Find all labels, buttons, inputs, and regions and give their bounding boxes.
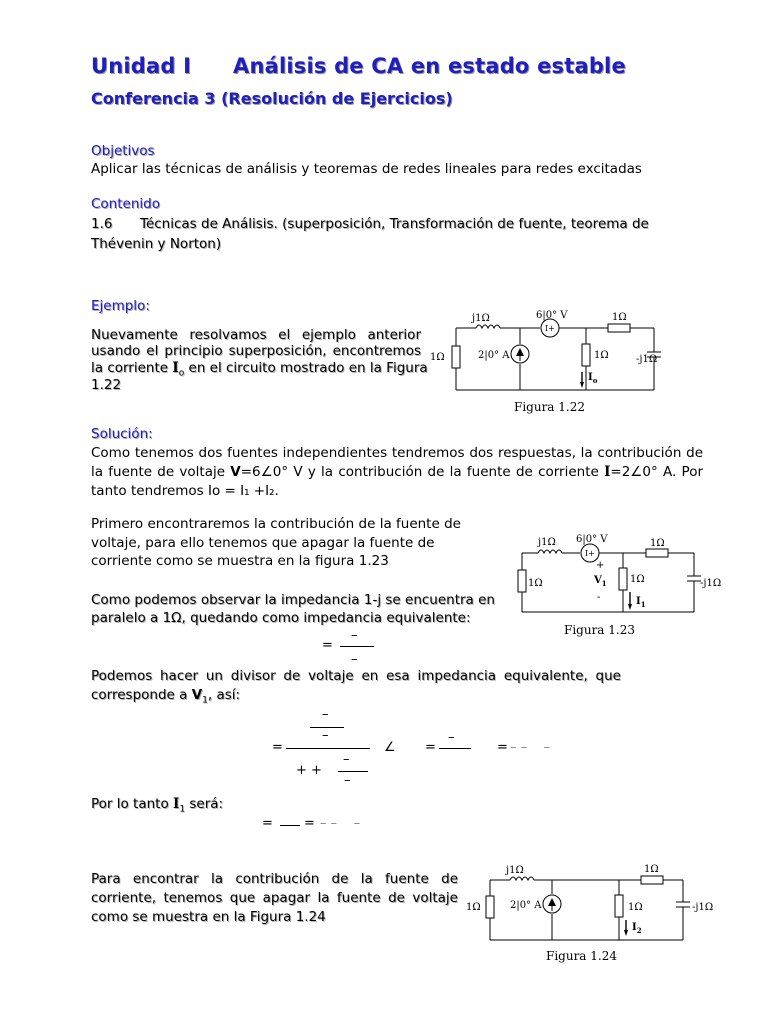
part1-i1-var: I bbox=[173, 796, 180, 812]
part1-v1-var: V bbox=[191, 687, 203, 703]
fig122-cap-label: -j1Ω bbox=[636, 354, 658, 365]
circuit-1-24-diagram bbox=[466, 858, 724, 968]
fig123-rtop-label: 1Ω bbox=[650, 538, 665, 549]
eq1-equals: = bbox=[322, 638, 333, 653]
solution-v-var: V bbox=[230, 464, 241, 480]
fig124-i2-label: $I_2$ bbox=[632, 922, 642, 935]
part1-line4: Como podemos observar la impedancia 1-j se encuentra en bbox=[91, 592, 495, 608]
fig124-rtop-label: 1Ω bbox=[644, 864, 659, 875]
part1-line8-pre: Por lo tanto bbox=[91, 796, 174, 812]
eq3-bar bbox=[280, 825, 300, 826]
eq1-minus-top: – bbox=[351, 628, 358, 643]
fig123-i1-label: $I_1$ bbox=[636, 596, 646, 609]
fig123-l1-label: j1Ω bbox=[538, 537, 556, 548]
part1-line3: corriente como se muestra en la figura 1.23 bbox=[91, 553, 389, 569]
solution-line2-c: =6∠0° V y la contribución de la fuente de corriente bbox=[240, 464, 605, 480]
part1-line8-post: será: bbox=[185, 796, 224, 812]
solution-line2 bbox=[91, 463, 703, 482]
part1-line2: voltaje, para ello tenemos que apagar la fuente de bbox=[91, 535, 435, 551]
eq2-main-bar bbox=[286, 748, 370, 749]
unit-label: Unidad I bbox=[91, 54, 192, 78]
part1-line1: Primero encontraremos la contribución de la fuente de bbox=[91, 516, 461, 532]
solution-heading: Solución: bbox=[91, 426, 153, 442]
part1-line7-post: , así: bbox=[207, 687, 241, 703]
fig122-rmid-label: 1Ω bbox=[594, 350, 609, 361]
circuit-1-22-diagram bbox=[428, 308, 668, 418]
eq3-tail: – – – bbox=[320, 816, 361, 831]
fig122-rleft-label: 1Ω bbox=[430, 352, 445, 363]
eq2-minus-4: – bbox=[343, 752, 350, 767]
example-line2: usando el principio superposición, encontremos bbox=[91, 343, 421, 359]
part2-line2: corriente, tenemos que apagar la fuente de voltaje bbox=[91, 890, 458, 906]
example-io-var: I bbox=[172, 360, 179, 376]
fig122-rtop-label: 1Ω bbox=[612, 312, 627, 323]
eq3-equals-1: = bbox=[262, 816, 273, 831]
content-line1: Técnicas de Análisis. (superposición, Transformación de fuente, teorema de bbox=[140, 216, 649, 232]
content-heading: Contenido bbox=[91, 196, 160, 212]
eq2-minus-2: – bbox=[322, 728, 329, 743]
part1-line6: Podemos hacer un divisor de voltaje en esa impedancia equivalente, que bbox=[91, 668, 621, 684]
eq3-equals-2: = bbox=[304, 816, 315, 831]
fig122-io-label: $I_o$ bbox=[588, 372, 598, 385]
fig122-l1-label: j1Ω bbox=[472, 313, 490, 324]
eq2-tail: – – – bbox=[510, 740, 551, 755]
fig122-isrc-label: 2|0° A bbox=[478, 350, 510, 361]
part1-line5: paralelo a 1Ω, quedando como impedancia equivalente: bbox=[91, 610, 471, 626]
fig123-plus: + bbox=[596, 560, 605, 571]
part1-i1-sub: 1 bbox=[179, 804, 186, 815]
fig124-rmid-label: 1Ω bbox=[628, 902, 643, 913]
figure-1-23 bbox=[508, 528, 733, 640]
fig124-cap-label: -j1Ω bbox=[692, 902, 714, 913]
fig124-isrc-label: 2|0° A bbox=[510, 900, 542, 911]
eq1-fraction-bar bbox=[340, 646, 374, 647]
content-number: 1.6 bbox=[91, 216, 113, 232]
fig123-v1-label: $V_1$ bbox=[594, 575, 607, 588]
solution-line2-e: =2∠0° A. Por bbox=[610, 464, 704, 480]
fig124-caption: Figura 1.24 bbox=[546, 949, 617, 963]
part2-line1: Para encontrar la contribución de la fuente de bbox=[91, 871, 458, 887]
page-subtitle: Conferencia 3 (Resolución de Ejercicios) bbox=[91, 89, 453, 108]
eq2-equals-3: = bbox=[497, 740, 508, 755]
eq2-bar-2 bbox=[439, 748, 471, 749]
solution-line1: Como tenemos dos fuentes independientes tendremos dos respuestas, la contribución de bbox=[91, 445, 703, 461]
example-heading: Ejemplo: bbox=[91, 298, 150, 314]
circuit-1-23-diagram bbox=[508, 528, 733, 640]
fig123-cap-label: -j1Ω bbox=[700, 578, 722, 589]
svg-text:I+: I+ bbox=[585, 549, 595, 558]
figure-1-22 bbox=[428, 308, 668, 418]
eq2-equals-2: = bbox=[425, 740, 436, 755]
eq2-inner-bar-bottom bbox=[338, 771, 368, 772]
example-line3-pre: la corriente bbox=[91, 360, 173, 376]
fig122-vsrc-label: 6|0° V bbox=[536, 310, 568, 321]
part1-line8 bbox=[91, 795, 223, 820]
example-io-sub: o bbox=[178, 368, 185, 379]
eq2-minus-5: – bbox=[344, 773, 351, 788]
fig123-caption: Figura 1.23 bbox=[564, 623, 635, 637]
fig124-l1-label: j1Ω bbox=[506, 865, 524, 876]
part1-line7-pre: corresponde a bbox=[91, 687, 192, 703]
solution-i-var: I bbox=[604, 464, 611, 480]
eq2-angle: ∠ bbox=[384, 740, 396, 755]
objectives-text: Aplicar las técnicas de análisis y teoremas de redes lineales para redes excitadas bbox=[91, 161, 642, 177]
fig124-rleft-label: 1Ω bbox=[466, 902, 481, 913]
page-title: Análisis de CA en estado estable bbox=[233, 54, 626, 78]
fig123-rleft-label: 1Ω bbox=[528, 578, 543, 589]
fig123-minus: - bbox=[597, 592, 601, 603]
eq2-plus: + + bbox=[296, 763, 322, 778]
figure-1-24 bbox=[466, 858, 724, 968]
eq2-minus-3: – bbox=[448, 730, 455, 745]
example-line1: Nuevamente resolvamos el ejemplo anterior bbox=[91, 327, 421, 343]
svg-text:I+: I+ bbox=[545, 324, 555, 333]
objectives-heading: Objetivos bbox=[91, 143, 155, 159]
fig123-vsrc-label: 6|0° V bbox=[576, 534, 608, 545]
fig122-caption: Figura 1.22 bbox=[514, 400, 585, 414]
fig123-rmid-label: 1Ω bbox=[630, 574, 645, 585]
solution-line2-a: la fuente de voltaje bbox=[91, 464, 231, 480]
example-line3-post: en el circuito mostrado en la Figura bbox=[184, 360, 428, 376]
solution-line3: tanto tendremos Io = I₁ +I₂. bbox=[91, 483, 279, 499]
content-line2: Thévenin y Norton) bbox=[91, 236, 222, 252]
part1-v1-sub: 1 bbox=[202, 695, 208, 706]
eq2-equals-1: = bbox=[272, 740, 283, 755]
example-line4: 1.22 bbox=[91, 377, 122, 393]
example-line3 bbox=[91, 360, 431, 382]
eq1-minus-bottom: – bbox=[351, 652, 358, 667]
part2-line3: como se muestra en la Figura 1.24 bbox=[91, 909, 326, 925]
eq2-minus-1: – bbox=[322, 707, 329, 722]
part1-line7 bbox=[91, 686, 240, 711]
